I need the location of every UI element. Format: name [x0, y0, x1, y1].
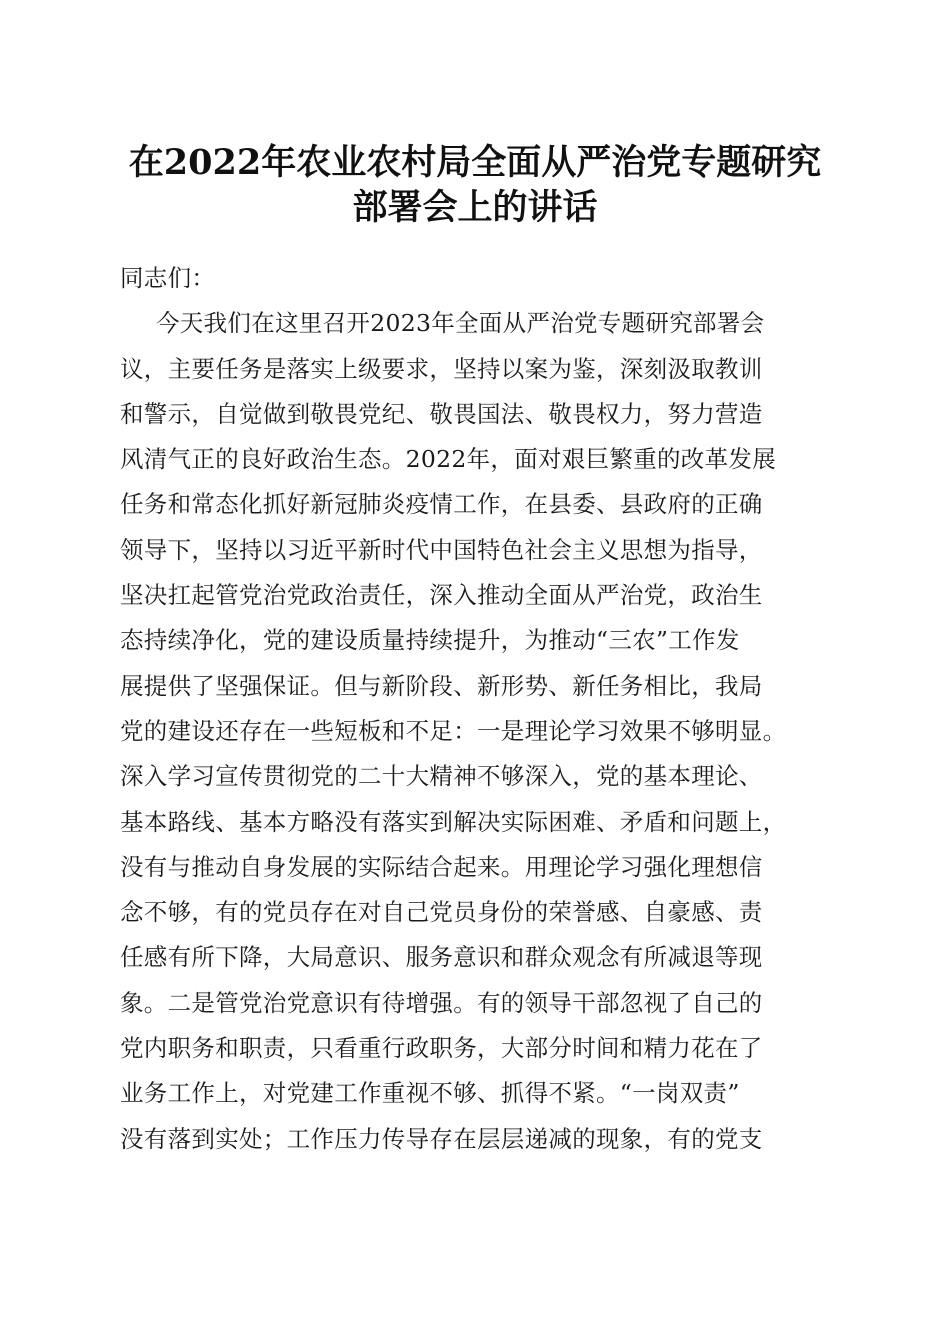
paragraph-line: 展提供了坚强保证。但与新阶段、新形势、新任务相比，我局 — [120, 671, 763, 700]
paragraph-line: 党内职务和职责，只看重行政职务，大部分时间和精力花在了 — [120, 1034, 763, 1063]
paragraph-line: 坚决扛起管党治党政治责任，深入推动全面从严治党，政治生 — [120, 581, 763, 610]
paragraph-line: 任感有所下降，大局意识、服务意识和群众观念有所减退等现 — [120, 943, 763, 972]
salutation: 同志们： — [120, 264, 216, 292]
paragraph-line: 议，主要任务是落实上级要求，坚持以案为鉴，深刻汲取教训 — [120, 354, 763, 383]
paragraph-line: 象。二是管党治党意识有待增强。有的领导干部忽视了自己的 — [120, 988, 763, 1017]
paragraph-line: 态持续净化，党的建设质量持续提升，为推动“三农”工作发 — [120, 626, 740, 655]
title-line-1: 在2022年农业农村局全面从严治党专题研究 — [128, 142, 822, 183]
paragraph-line: 没有落到实处；工作压力传导存在层层递减的现象，有的党支 — [120, 1124, 763, 1153]
paragraph-line: 今天我们在这里召开2023年全面从严治党专题研究部署会 — [156, 309, 765, 338]
paragraph-line: 念不够，有的党员存在对自己党员身份的荣誉感、自豪感、责 — [120, 898, 763, 927]
document-body — [120, 256, 840, 1162]
paragraph-line: 任务和常态化抓好新冠肺炎疫情工作，在县委、县政府的正确 — [120, 490, 763, 519]
paragraph-line: 没有与推动自身发展的实际结合起来。用理论学习强化理想信 — [120, 852, 763, 881]
paragraph-line: 和警示，自觉做到敬畏党纪、敬畏国法、敬畏权力，努力营造 — [120, 399, 763, 428]
paragraph-line: 风清气正的良好政治生态。2022年，面对艰巨繁重的改革发展 — [120, 445, 777, 474]
paragraph-line: 业务工作上，对党建工作重视不够、抓得不紧。“一岗双责” — [120, 1079, 740, 1108]
paragraph-line: 深入学习宣传贯彻党的二十大精神不够深入，党的基本理论、 — [120, 762, 763, 791]
title-line-2: 部署会上的讲话 — [352, 187, 598, 228]
paragraph-line: 基本路线、基本方略没有落实到解决实际困难、矛盾和问题上， — [120, 807, 787, 836]
paragraph-line: 党的建设还存在一些短板和不足：一是理论学习效果不够明显。 — [120, 716, 787, 745]
document-title — [100, 140, 850, 230]
paragraph-line: 领导下，坚持以习近平新时代中国特色社会主义思想为指导， — [120, 535, 763, 564]
